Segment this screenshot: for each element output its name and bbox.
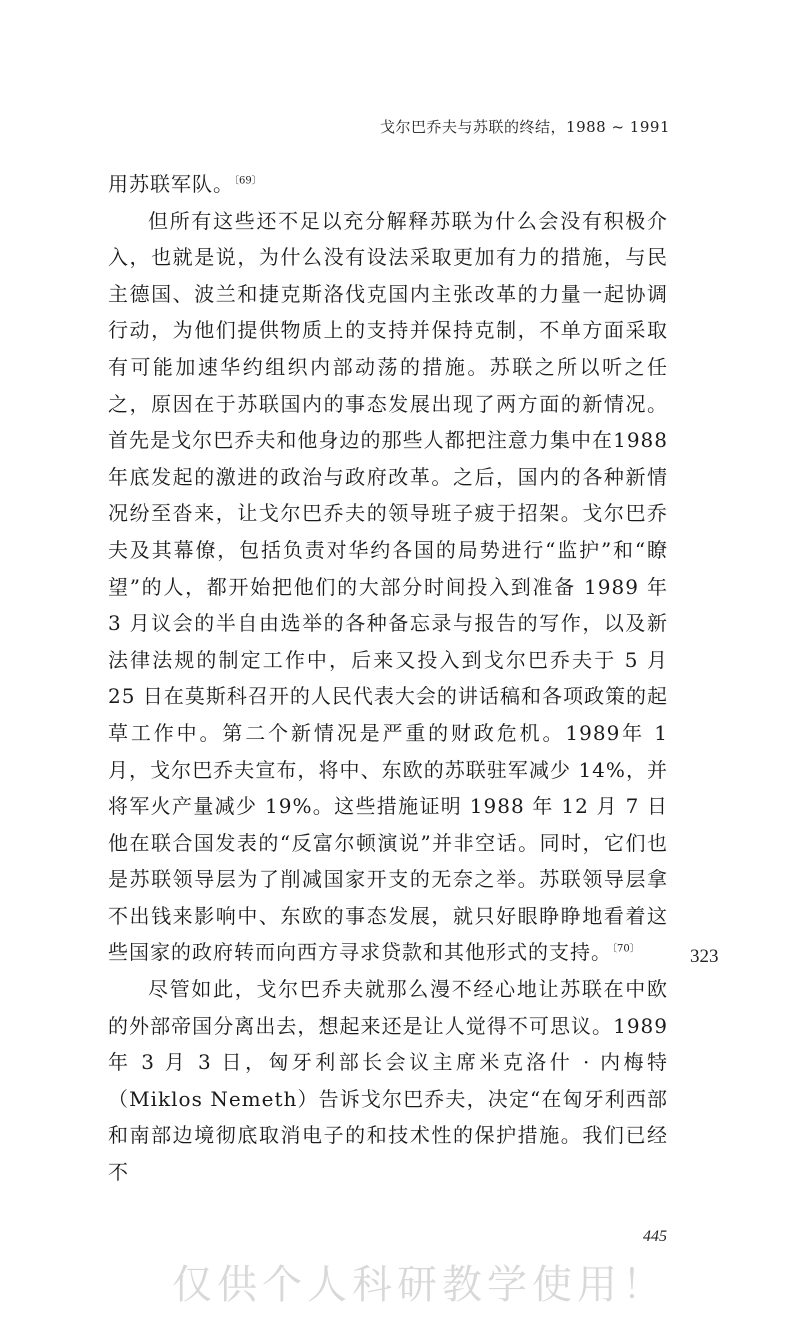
paragraph-3: [108, 971, 668, 1191]
footnote-ref-70: 〔70〕: [612, 943, 640, 955]
paragraph-3-text: 尽管如此，戈尔巴乔夫就那么漫不经心地让苏联在中欧的外部帝国分离出去，想起来还是让人觉得不可思议。1989年 3 月 3 日，匈牙利部长会议主席米克洛什 · 内梅特（Miklos Nemeth）告诉戈尔巴乔夫，决定“在匈牙利西部和南部边境彻底取消电子的和技术性的保护措施。我们已经不: [108, 977, 668, 1185]
running-header: 戈尔巴乔夫与苏联的终结，1988 ~ 1991: [380, 118, 670, 136]
paragraph-1: [108, 166, 668, 203]
body-text: [108, 166, 668, 1191]
original-page-number-margin: 323: [690, 946, 719, 967]
paragraph-1-text: 用苏联军队。: [108, 172, 234, 196]
paragraph-2-text: 但所有这些还不足以充分解释苏联为什么会没有积极介入，也就是说，为什么没有设法采取更加有力的措施，与民主德国、波兰和捷克斯洛伐克国内主张改革的力量一起协调行动，为他们提供物质上的支持并保持克制，不单方面采取有可能加速华约组织内部动荡的措施。苏联之所以听之任之，原因在于苏联国内的事态发展出现了两方面的新情况。首先是戈尔巴乔夫和他身边的那些人都把注意力集中在1988 年底发起的激进的政治与政府改革。之后，国内的各种新情况纷至沓来，让戈尔巴乔夫的领导班子疲于招架。戈尔巴乔夫及其幕僚，包括负责对华约各国的局势进行“监护”和“瞭望”的人，都开始把他们的大部分时间投入到准备 1989 年 3 月议会的半自由选举的各种备忘录与报告的写作，以及新法律法规的制定工作中，后来又投入到戈尔巴乔夫于 5 月 25 日在莫斯科召开的人民代表大会的讲话稿和各项政策的起草工作中。第二个新情况是严重的财政危机。1989年 1 月，戈尔巴乔夫宣布，将中、东欧的苏联驻军减少 14%，并将军火产量减少 19%。这些措施证明 1988 年 12 月 7 日他在联合国发表的“反富尔顿演说”并非空话。同时，它们也是苏联领导层为了削减国家开支的无奈之举。苏联领导层拿不出钱来影响中、东欧的事态发展，就只好眼睁睁地看着这些国家的政府转而向西方寻求贷款和其他形式的支持。: [108, 208, 668, 965]
page-number: 445: [643, 1228, 667, 1245]
watermark: 仅供个人科研教学使用！: [172, 1262, 667, 1308]
footnote-ref-69: 〔69〕: [234, 175, 262, 187]
paragraph-2: [108, 203, 668, 971]
